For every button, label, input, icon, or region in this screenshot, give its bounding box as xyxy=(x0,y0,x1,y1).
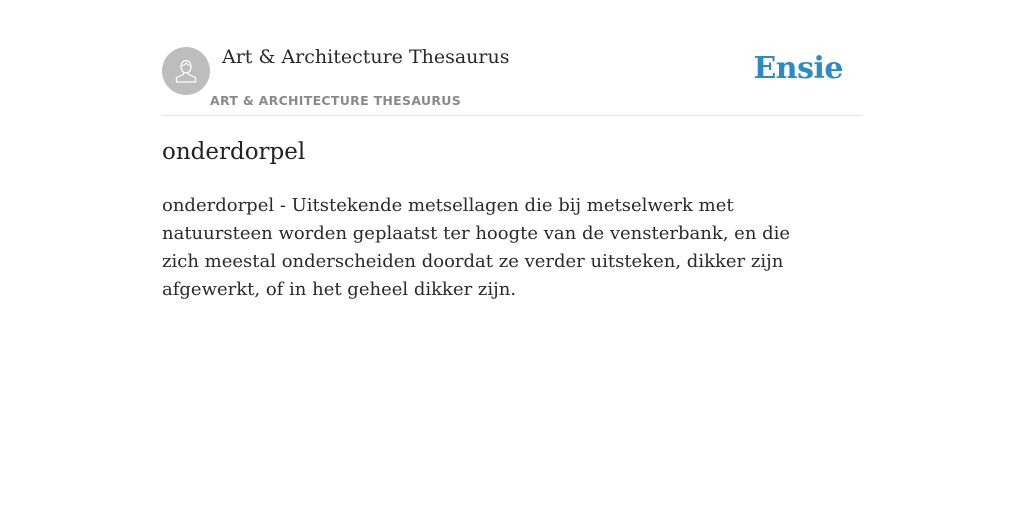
author-name[interactable]: Art & Architecture Thesaurus xyxy=(222,46,510,68)
entry-title: onderdorpel xyxy=(162,139,306,165)
entry-card xyxy=(162,0,862,300)
author-avatar[interactable] xyxy=(162,47,210,95)
entry-header xyxy=(162,0,862,116)
user-icon xyxy=(171,56,201,86)
source-label[interactable]: ART & ARCHITECTURE THESAURUS xyxy=(210,93,462,108)
entry-definition: onderdorpel - Uitstekende metsellagen die bij metselwerk met natuursteen worden geplaatst ter hoogte van de vensterbank, en die zich meestal onderscheiden doordat ze verder uitsteken, dikker zijn afgewerkt, of in het geheel dikker zijn. xyxy=(162,195,791,300)
ensie-logo[interactable]: Ensie xyxy=(753,51,843,86)
